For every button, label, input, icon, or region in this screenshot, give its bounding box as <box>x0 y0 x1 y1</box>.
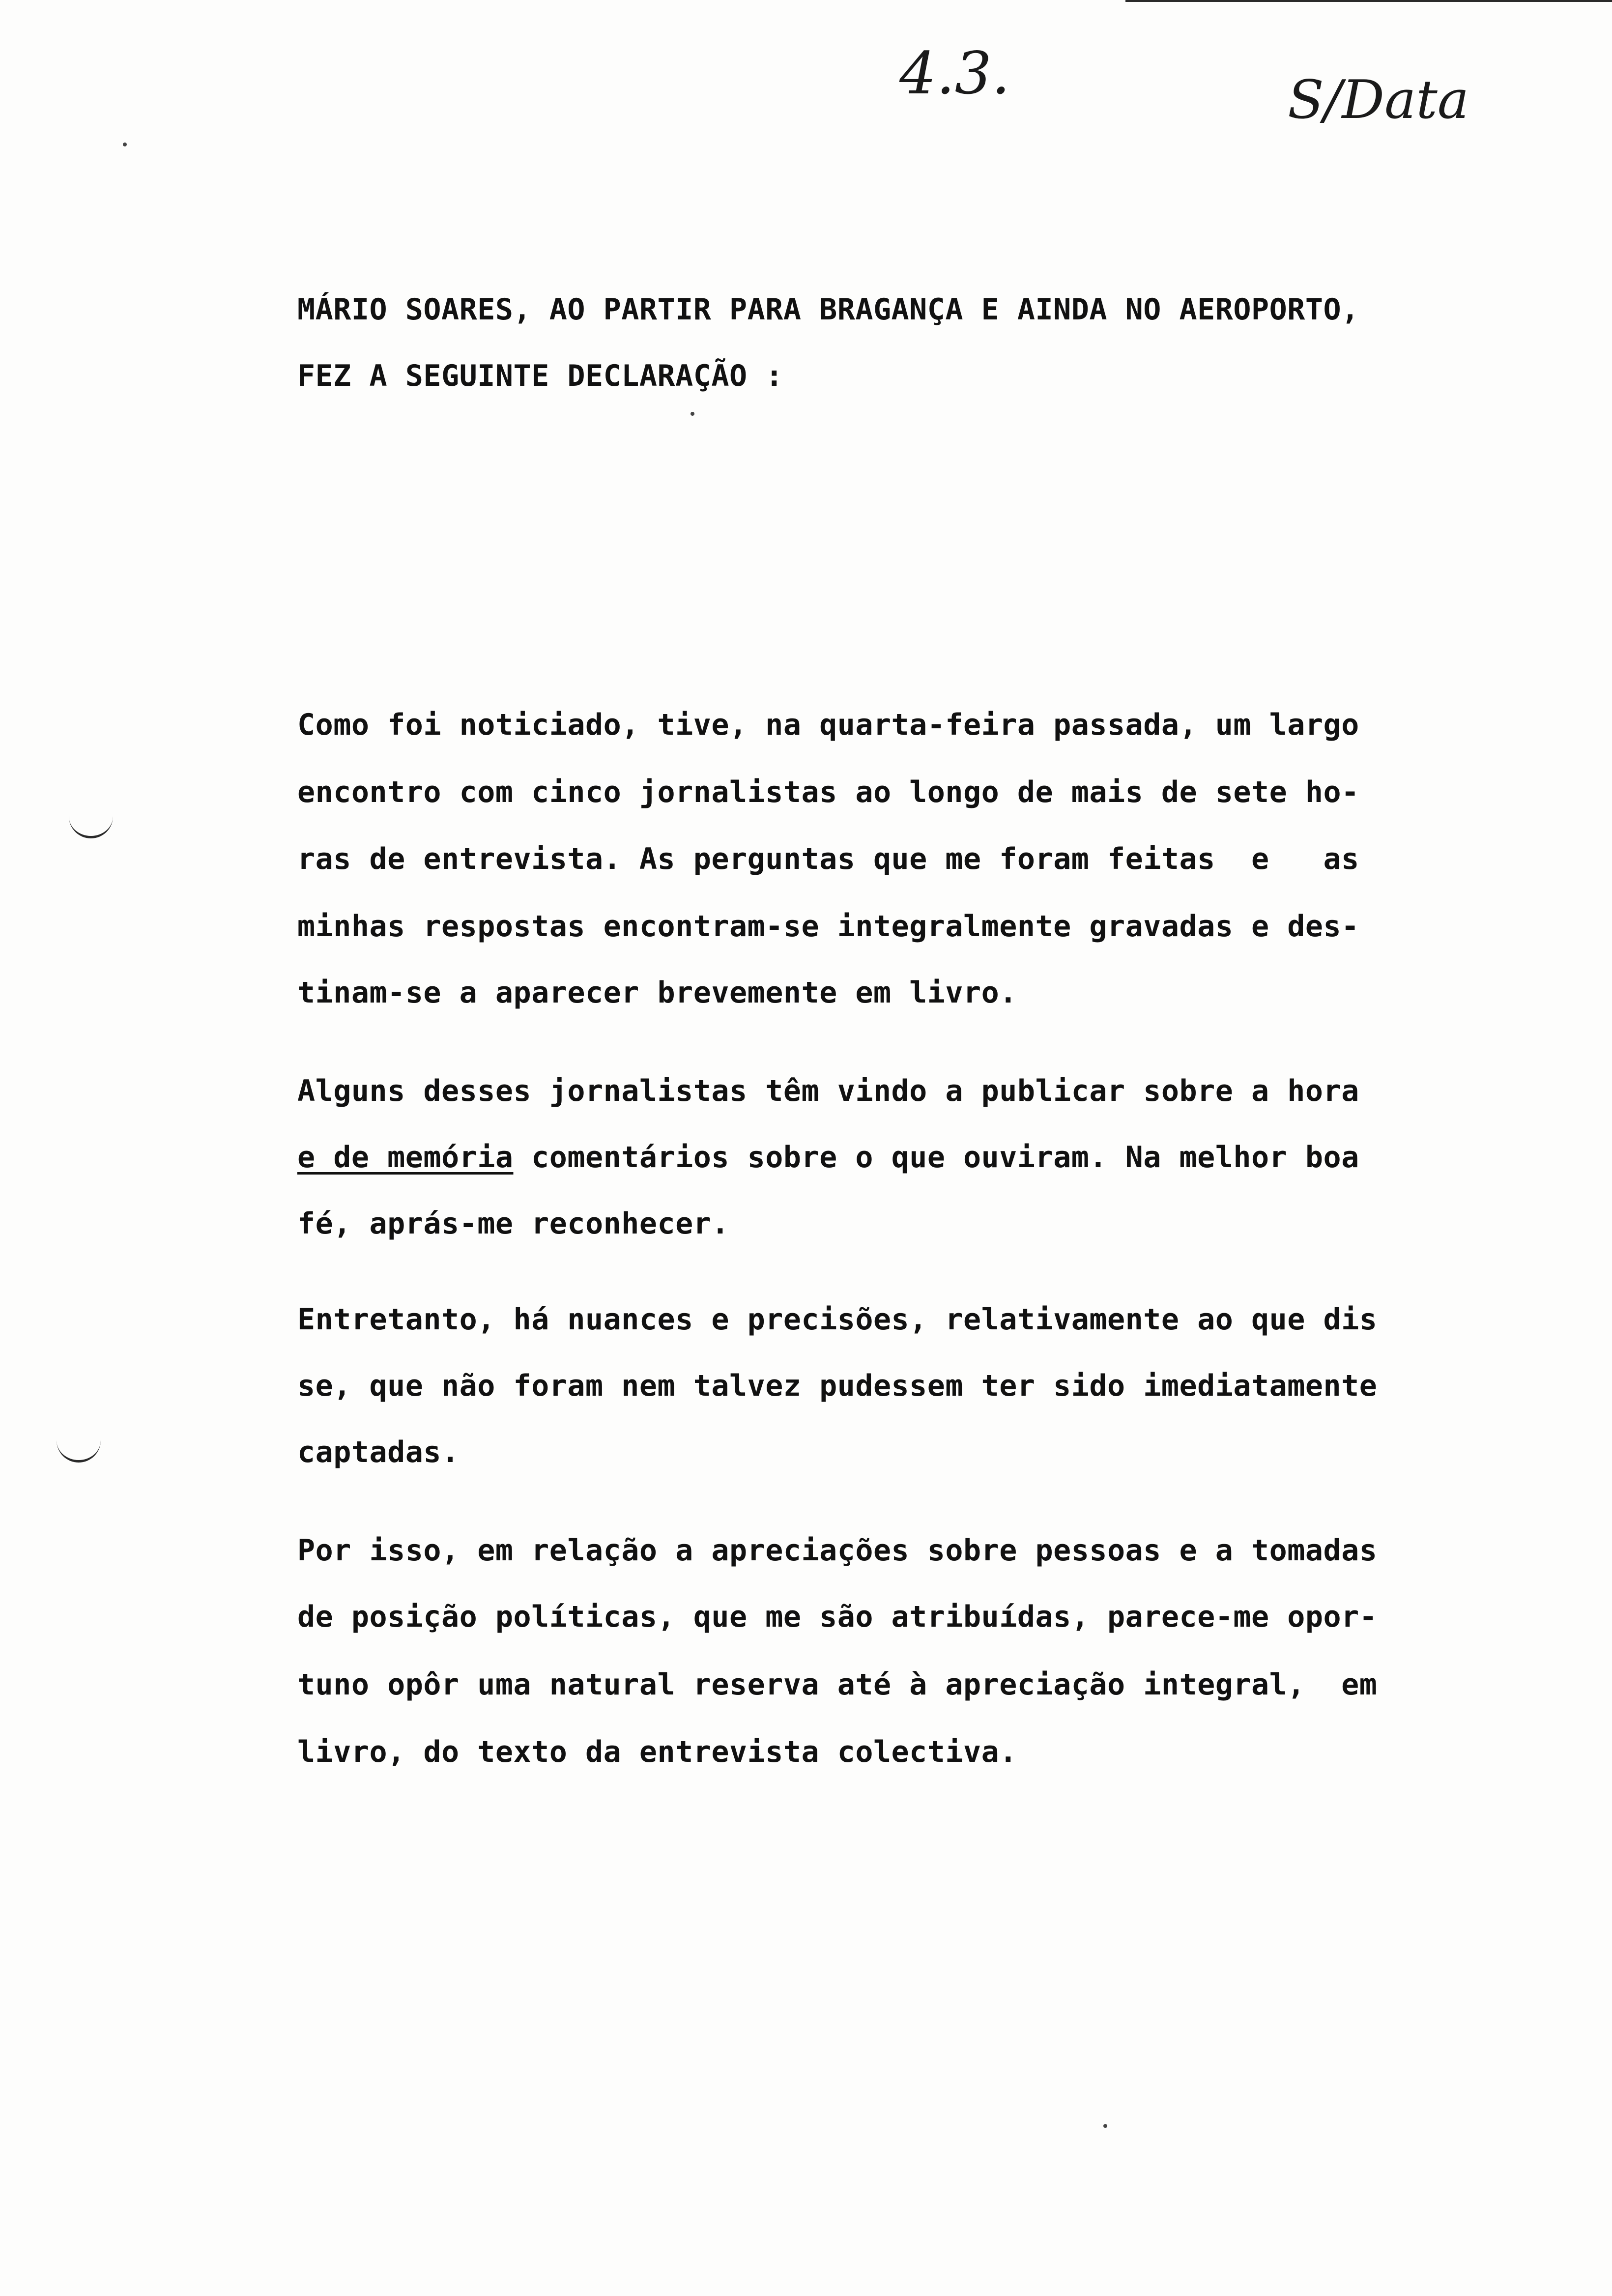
margin-bracket-mark <box>69 813 113 838</box>
paragraph-4-line: Por isso, em relação a apreciações sobre pessoas e a tomadas <box>297 1533 1378 1568</box>
paragraph-3-line: se, que não foram nem talvez pudessem ter sido imediatamente <box>297 1369 1378 1403</box>
paper-speck <box>123 143 127 146</box>
heading-line: FEZ A SEGUINTE DECLARAÇÃO : <box>297 359 783 393</box>
paragraph-1-line: encontro com cinco jornalistas ao longo de mais de sete ho- <box>297 775 1359 809</box>
paragraph-4-line: tuno opôr uma natural reserva até à apreciação integral, em <box>297 1667 1378 1702</box>
paragraph-4-line: de posição políticas, que me são atribuídas, parece-me opor- <box>297 1600 1378 1634</box>
paragraph-4-line: livro, do texto da entrevista colectiva. <box>297 1735 1017 1769</box>
paragraph-2-line: Alguns desses jornalistas têm vindo a publicar sobre a hora <box>297 1074 1359 1108</box>
paragraph-3-line: captadas. <box>297 1435 460 1469</box>
paragraph-3-line: Entretanto, há nuances e precisões, relativamente ao que dis <box>297 1302 1378 1337</box>
paragraph-2-line-rest: comentários sobre o que ouviram. Na melhor boa <box>513 1140 1359 1175</box>
underlined-phrase: e de memória <box>297 1140 514 1175</box>
paragraph-2-line <box>297 1140 1359 1175</box>
paragraph-2-line: fé, aprás-me reconhecer. <box>297 1206 729 1241</box>
paragraph-1-line: Como foi noticiado, tive, na quarta-feira passada, um largo <box>297 708 1359 742</box>
heading-line: MÁRIO SOARES, AO PARTIR PARA BRAGANÇA E AINDA NO AEROPORTO, <box>297 292 1359 327</box>
paragraph-1-line: minhas respostas encontram-se integralmente gravadas e des- <box>297 909 1359 944</box>
paper-speck <box>691 412 694 416</box>
handwritten-date-note: S/Data <box>1288 69 1469 131</box>
margin-bracket-mark <box>57 1437 101 1463</box>
handwritten-page-number: 4.3. <box>899 39 1010 107</box>
paper-speck <box>1103 2124 1107 2128</box>
paragraph-1-line: tinam-se a aparecer brevemente em livro. <box>297 976 1017 1010</box>
paragraph-1-line: ras de entrevista. As perguntas que me foram feitas e as <box>297 842 1359 876</box>
top-edge-rule <box>1125 0 1612 2</box>
